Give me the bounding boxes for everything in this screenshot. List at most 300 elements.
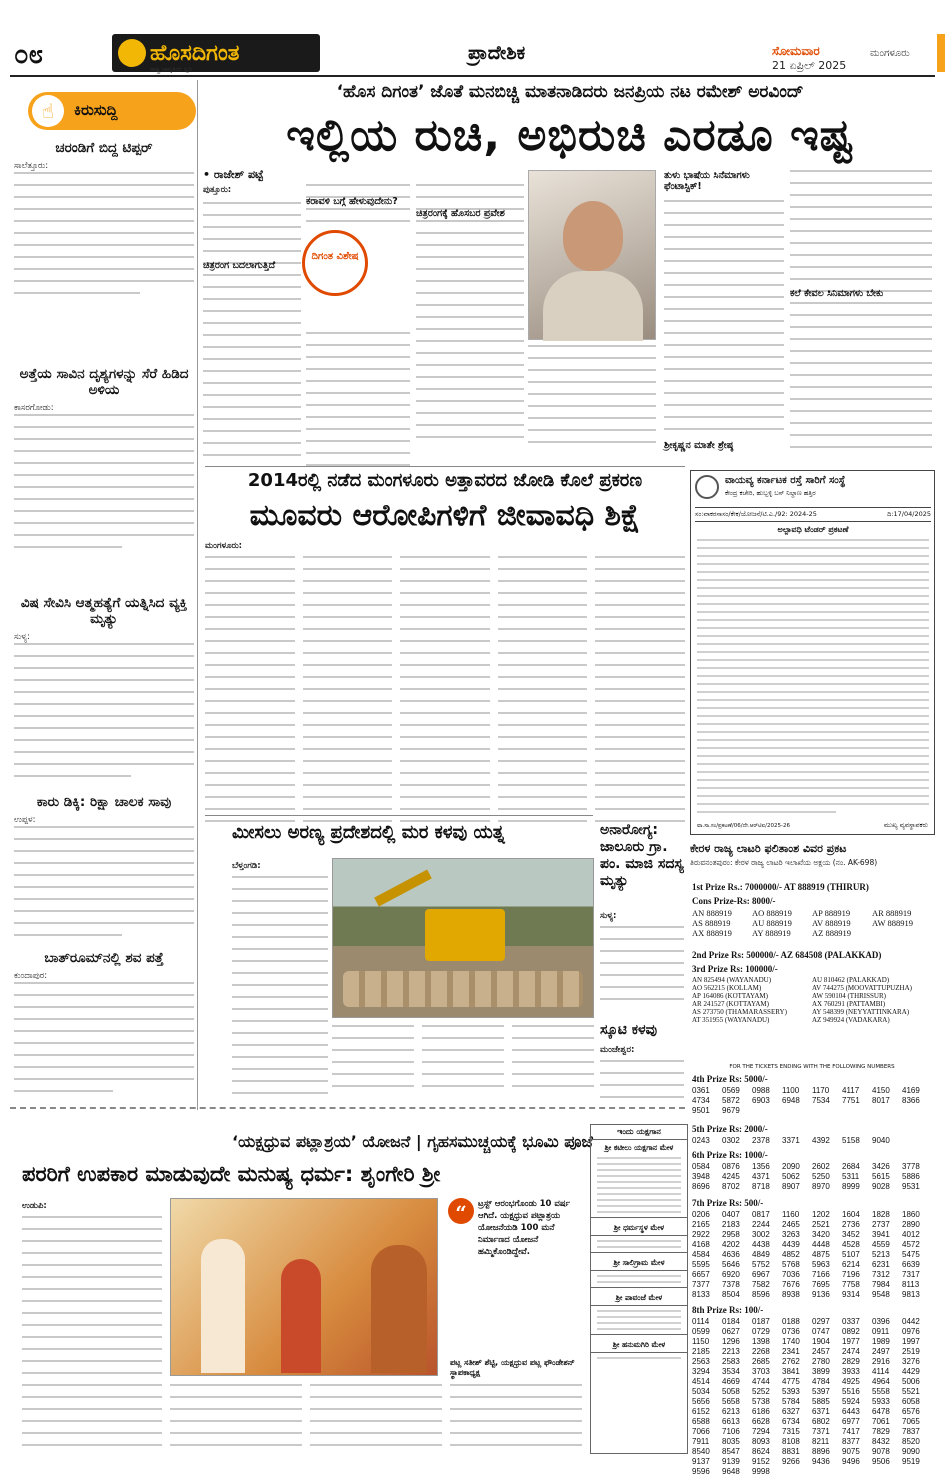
ticket-number: 0599 [692,1327,710,1336]
ticket-number: 3452 [842,1230,860,1239]
tender-ref-date: ದಿ:17/04/2025 [887,510,931,518]
ticket-number: 3534 [722,1367,740,1376]
ticket-number: 9548 [872,1290,890,1299]
ticket-number: 7036 [782,1270,800,1279]
fourth-prize-label: 4th Prize Rs: 5000/- [692,1074,768,1084]
cons-ticket: AZ 888919 [812,928,851,938]
ticket-number: 7106 [722,1427,740,1436]
brief-body [14,982,194,1092]
ticket-number: 6734 [782,1417,800,1426]
ticket-number: 5107 [842,1250,860,1259]
troupe-name: ಶ್ರೀ ಕಟೀಲು ಯಕ್ಷಗಾನ ಮೇಳ [604,1143,674,1152]
ticket-number: 7417 [842,1427,860,1436]
tender-body [697,539,929,819]
newspaper-logo [112,34,320,72]
ticket-number: 8896 [812,1447,830,1456]
ticket-number: 4925 [842,1377,860,1386]
ticket-number: 5752 [752,1260,770,1269]
lead-subhead: ಕಲೆ ಕೇವಲ ಸಿನಿಮಾಗಳು ಬೇಕು [790,288,884,299]
ticket-number: 0302 [722,1136,740,1145]
bottom-kicker: ‘ಯಕ್ಷಧ್ರುವ ಪಟ್ಲಾಶ್ರಯ’ ಯೋಜನೆ | ಗೃಹಸಮುಚ್ಚಯಕ್ಕೆ ಭೂಮಿ ಪೂಜೆ [232,1132,593,1151]
ticket-number: 7911 [692,1437,710,1446]
ticket-number: 2378 [752,1136,770,1145]
ticket-number: 2737 [872,1220,890,1229]
tender-office: ವಾಯವ್ಯ ಕರ್ನಾಟಕ ರಸ್ತೆ ಸಾರಿಗೆ ಸಂಸ್ಥೆ [725,475,846,486]
lead-subhead: ಚಿತ್ರರಂಗ ಬದಲಾಗುತ್ತಿದೆ [203,260,276,271]
ticket-number: 7312 [872,1270,890,1279]
ticket-number: 2922 [692,1230,710,1239]
ticket-number: 0396 [872,1317,890,1326]
troupe-name: ಶ್ರೀ ಹನುಮಗಿರಿ ಮೇಳ [612,1340,666,1349]
ticket-number: 0184 [722,1317,740,1326]
lead-headline: ಇಲ್ಲಿಯ ರುಚಿ, ಅಭಿರುಚಿ ಎರಡೂ ಇಷ್ಟ [286,110,854,161]
scooty-body [600,1044,684,1108]
masthead [0,0,945,80]
third-prize-label: 3rd Prize Rs: 100000/- [692,964,778,974]
ticket-number: 2521 [812,1220,830,1229]
ticket-number: 5516 [842,1387,860,1396]
scooty-headline: ಸ್ಕೂಟಿ ಕಳವು [600,1022,658,1038]
sixth-prize-numbers [692,1162,932,1191]
ticket-number: 1398 [752,1337,770,1346]
pointing-hand-icon: ☝ [32,95,64,127]
listing-header: ಇಂದು ಯಕ್ಷಗಾನ [591,1125,687,1140]
case-body [205,540,685,832]
tender-address: ಕೇಂದ್ರ ಕಚೇರಿ, ಹುಬ್ಬಳ್ಳಿ ಬಸ್ ನಿಲ್ದಾಣ ಹತ್ತಿರ [725,489,816,497]
ticket-number: 9137 [692,1457,710,1466]
ticket-number: 4202 [722,1240,740,1249]
ticket-number: 9501 [692,1106,710,1115]
ticket-number: 6628 [752,1417,770,1426]
ticket-number: 9028 [872,1182,890,1191]
briefs-badge-label: ಕಿರುಸುದ್ದಿ [74,101,118,119]
ticket-number: 8938 [782,1290,800,1299]
ticket-number: 6639 [902,1260,920,1269]
ticket-number: 4584 [692,1250,710,1259]
ticket-number: 0584 [692,1162,710,1171]
ticket-number: 2916 [872,1357,890,1366]
ticket-number: 8596 [752,1290,770,1299]
ticket-number: 2762 [782,1357,800,1366]
ticket-number: 3841 [782,1367,800,1376]
ticket-number: 8017 [872,1096,890,1105]
ticket-number: 2244 [752,1220,770,1229]
case-dateline: ಮಂಗಳೂರು: [205,541,243,551]
ticket-number: 5006 [902,1377,920,1386]
fifth-prize-numbers [692,1136,932,1145]
ticket-number: 2185 [692,1347,710,1356]
brief-dateline: ಸುಳ್ಯ: [14,632,30,642]
fifth-prize-label: 5th Prize Rs: 2000/- [692,1124,768,1134]
quote-box [446,1196,582,1376]
ticket-number: 6657 [692,1270,710,1279]
brief-item [14,366,194,558]
ticket-number: 5886 [902,1172,920,1181]
ticket-number: 2780 [812,1357,830,1366]
ticket-number: 9436 [812,1457,830,1466]
ticket-number: 5924 [842,1397,860,1406]
third-ticket: AP 164086 (KOTTAYAM) [692,992,768,1000]
ticket-number: 5885 [812,1397,830,1406]
bottom-body [22,1200,162,1456]
ticket-number: 4852 [782,1250,800,1259]
ticket-number: 4528 [842,1240,860,1249]
section-title: ಪ್ರಾದೇಶಿಕ [468,42,526,64]
briefs-column-lower [10,790,198,1110]
forest-body-lower [332,1025,594,1097]
ticket-number: 8696 [692,1182,710,1191]
ticket-number: 1997 [902,1337,920,1346]
ticket-number: 3778 [902,1162,920,1171]
ticket-number: 5768 [782,1260,800,1269]
brief-item [14,595,194,787]
lead-column [528,345,656,453]
health-dateline: ಸುಳ್ಯ: [600,911,617,921]
ticket-number: 7317 [902,1270,920,1279]
cons-ticket: AW 888919 [872,918,913,928]
tender-title: ಅಲ್ಪಾವಧಿ ಟೆಂಡರ್ ಪ್ರಕಟಣೆ [777,525,849,534]
ticket-number: 8624 [752,1447,770,1456]
ticket-number: 6588 [692,1417,710,1426]
cons-ticket: AY 888919 [752,928,791,938]
ticket-number: 7166 [812,1270,830,1279]
ticket-number: 4392 [812,1136,830,1145]
ticket-number: 2829 [842,1357,860,1366]
ticket-number: 4559 [872,1240,890,1249]
ticket-number: 8113 [902,1280,920,1289]
ticket-number: 9139 [722,1457,740,1466]
brief-body [14,826,194,936]
actor-photo [528,170,656,340]
lead-subhead: ಶ್ರೀಕೃಷ್ಣನ ಮಾತೇ ಶ್ರೇಷ್ಠ [664,440,734,451]
ticket-number: 7751 [842,1096,860,1105]
cons-ticket: AP 888919 [812,908,851,918]
logo-text: ಹೊಸದಿಗಂತ [150,40,240,66]
tender-ref-no: ಸಂ:ವಾಕರಸಾಸಂ/ಕೇಕ/ಯೋಜನೆ/ಟಿ.ಎ./92: 2024-25 [695,510,817,518]
forest-dateline: ಬೆಳ್ತಂಗಡಿ: [232,861,261,871]
lottery-note: FOR THE TICKETS ENDING WITH THE FOLLOWING NUMBERS [729,1064,895,1070]
lead-column [664,200,784,440]
ticket-number: 3703 [752,1367,770,1376]
ticket-number: 5615 [872,1172,890,1181]
ticket-number: 2268 [752,1347,770,1356]
ticket-number: 0817 [752,1210,770,1219]
ticket-number: 9648 [722,1467,740,1476]
ticket-number: 2465 [782,1220,800,1229]
briefs-badge [28,92,196,130]
ticket-number: 4849 [752,1250,770,1259]
quote-icon: “ [448,1198,474,1224]
third-ticket: AR 241527 (KOTTAYAM) [692,1000,769,1008]
health-body [600,910,684,1010]
ticket-number: 6231 [872,1260,890,1269]
bottom-body-lower [170,1384,582,1456]
brief-dateline: ಉಪ್ಪಳ: [14,815,36,825]
quote-author: ಪಟ್ಲ ಸತೀಶ್ ಶೆಟ್ಟಿ, ಯಕ್ಷಧ್ರುವ ಪಟ್ಲ ಫೌಂಡೇಶನ್ ಸ್ಥಾಪಕಾಧ್ಯಕ್ಷ [450,1358,575,1377]
cons-ticket: AX 888919 [692,928,732,938]
ticket-number: 9679 [722,1106,740,1115]
scooty-dateline: ಮಂಜೇಶ್ವರ: [600,1045,635,1055]
ticket-number: 9152 [752,1457,770,1466]
ticket-number: 2685 [752,1357,770,1366]
briefs-column [10,80,198,790]
ticket-number: 0407 [722,1210,740,1219]
first-prize: 1st Prize Rs.: 7000000/- AT 888919 (THIRUR) [692,882,869,892]
ticket-number: 3948 [692,1172,710,1181]
tender-signature: ಮುಖ್ಯ ವ್ಯವಸ್ಥಾಪಕರು [883,821,928,829]
ticket-number: 9813 [902,1290,920,1299]
ticket-number: 7315 [782,1427,800,1436]
ticket-number: 2497 [872,1347,890,1356]
ticket-number: 8108 [782,1437,800,1446]
ticket-number: 2602 [812,1162,830,1171]
ticket-number: 0114 [692,1317,710,1326]
ticket-number: 3426 [872,1162,890,1171]
edge-bar [937,34,945,72]
ticket-number: 3941 [872,1230,890,1239]
masthead-rule [10,75,935,77]
brief-headline: ಅತ್ತೆಯ ಸಾವಿನ ದೃಶ್ಯಗಳನ್ನು ಸೆರೆ ಹಿಡಿದ ಅಳಿಯ [19,366,189,398]
third-ticket: AO 562215 (KOLLAM) [692,984,762,992]
ticket-number: 8907 [782,1182,800,1191]
ticket-number: 5397 [812,1387,830,1396]
ticket-number: 5933 [872,1397,890,1406]
ticket-number: 4775 [782,1377,800,1386]
ticket-number: 7984 [872,1280,890,1289]
cons-ticket: AR 888919 [872,908,912,918]
section-divider [10,1107,685,1109]
ticket-number: 6327 [782,1407,800,1416]
fourth-prize-numbers [692,1086,932,1115]
lead-column [790,170,932,458]
ticket-number: 5558 [872,1387,890,1396]
third-ticket: AS 273750 (THAMARASSERY) [692,1008,787,1016]
ticket-number: 7676 [782,1280,800,1289]
ticket-number: 2958 [722,1230,740,1239]
lead-dateline: ಪುತ್ತೂರು: [203,185,232,195]
brief-headline: ಬಾತ್‌ರೂಮ್‌ನಲ್ಲಿ ಶವ ಪತ್ತೆ [44,950,164,966]
forest-headline: ಮೀಸಲು ಅರಣ್ಯ ಪ್ರದೇಶದಲ್ಲಿ ಮರ ಕಳವು ಯತ್ನ [232,822,505,843]
ticket-number: 4168 [692,1240,710,1249]
ticket-number: 1860 [902,1210,920,1219]
ticket-number: 2165 [692,1220,710,1229]
ticket-number: 1100 [782,1086,800,1095]
brief-item [14,140,194,304]
lead-kicker: ‘ಹೊಸ ದಿಗಂತ’ ಜೊತೆ ಮನಬಿಚ್ಚಿ ಮಾತನಾಡಿದರು ಜನಪ್ರಿಯ ನಟ ರಮೇಶ್ ಅರವಿಂದ್ [336,82,804,102]
ticket-number: 8377 [842,1437,860,1446]
ticket-number: 1356 [752,1162,770,1171]
ticket-number: 1977 [842,1337,860,1346]
ticket-number: 7829 [872,1427,890,1436]
bottom-dateline: ಉಡುಪಿ: [22,1201,47,1211]
ticket-number: 2183 [722,1220,740,1229]
third-ticket: AV 744275 (MOOVATTUPUZHA) [812,984,912,992]
ticket-number: 5646 [722,1260,740,1269]
ticket-number: 4371 [752,1172,770,1181]
ticket-number: 0988 [752,1086,770,1095]
cons-prize-label: Cons Prize-Rs: 8000/- [692,896,776,906]
lead-column [416,184,524,448]
tender-ddp: ವಾ.ಸಾ.ಸಂ/ಪ್ರಕಟಣೆ/06/ದೇ.ಆರ್‌ಟಿಐ/2025-26 [697,823,790,829]
ticket-number: 8540 [692,1447,710,1456]
ticket-number: 0976 [902,1327,920,1336]
ticket-number: 4784 [812,1377,830,1386]
ticket-number: 0876 [722,1162,740,1171]
ticket-number: 0569 [722,1086,740,1095]
health-headline: ಅನಾರೋಗ್ಯ: ಜಾಲೂರು ಗ್ರಾ. ಪಂ. ಮಾಜಿ ಸದಸ್ಯ ಮೃತ್ಯು [600,822,684,889]
ticket-number: 5656 [692,1397,710,1406]
ticket-number: 6371 [812,1407,830,1416]
eighth-prize-numbers [692,1317,932,1476]
eighth-prize-label: 8th Prize Rs: 100/- [692,1305,764,1315]
edition: ಮಂಗಳೂರು [870,48,910,59]
ticket-number: 1904 [812,1337,830,1346]
ticket-number: 9314 [842,1290,860,1299]
ticket-number: 5250 [812,1172,830,1181]
ticket-number: 9266 [782,1457,800,1466]
ticket-number: 4875 [812,1250,830,1259]
ticket-number: 7695 [812,1280,830,1289]
ticket-number: 8831 [782,1447,800,1456]
ticket-number: 2684 [842,1162,860,1171]
ticket-number: 5058 [722,1387,740,1396]
ticket-number: 4439 [782,1240,800,1249]
ticket-number: 0188 [782,1317,800,1326]
ticket-number: 7294 [752,1427,770,1436]
ticket-number: 4150 [872,1086,890,1095]
troupe-name: ಶ್ರೀ ಧರ್ಮಸ್ಥಳ ಮೇಳ [613,1223,665,1232]
ticket-number: 3899 [812,1367,830,1376]
ticket-number: 5393 [782,1387,800,1396]
ticket-number: 7377 [692,1280,710,1289]
cons-ticket: AO 888919 [752,908,792,918]
ticket-number: 5475 [902,1250,920,1259]
ceremony-photo [170,1198,438,1376]
ticket-number: 0243 [692,1136,710,1145]
date: 21 ಏಪ್ರಿಲ್ 2025 [772,59,847,72]
brief-body [14,414,194,548]
logo-emblem-icon [118,39,146,67]
ticket-number: 2213 [722,1347,740,1356]
ticket-number: 6613 [722,1417,740,1426]
ticket-number: 2341 [782,1347,800,1356]
ticket-number: 3263 [782,1230,800,1239]
ticket-number: 5034 [692,1387,710,1396]
ticket-number: 9506 [872,1457,890,1466]
ticket-number: 7758 [842,1280,860,1289]
ticket-number: 3294 [692,1367,710,1376]
third-ticket: AT 351955 (WAYANADU) [692,1016,770,1024]
excavator-icon [425,909,505,961]
ticket-number: 0747 [812,1327,830,1336]
ticket-number: 4169 [902,1086,920,1095]
case-kicker: 2014ರಲ್ಲಿ ನಡೆದ ಮಂಗಳೂರು ಅತ್ತಾವರದ ಜೋಡಿ ಕೊಲೆ ಪ್ರಕರಣ [247,470,643,491]
ticket-number: 1202 [812,1210,830,1219]
ticket-number: 9998 [752,1467,770,1476]
ticket-number: 9090 [902,1447,920,1456]
lead-byline: • ರಾಜೇಶ್ ಪಟ್ಟೆ [203,168,264,181]
special-seal: ದಿಗಂತ ವಿಶೇಷ [302,230,368,296]
ticket-number: 0337 [842,1317,860,1326]
ticket-number: 8504 [722,1290,740,1299]
ticket-number: 8547 [722,1447,740,1456]
ticket-number: 6213 [722,1407,740,1416]
weekday: ಸೋಮವಾರ [772,44,820,58]
ticket-number: 3002 [752,1230,770,1239]
brief-headline: ವಿಷ ಸೇವಿಸಿ ಆತ್ಮಹತ್ಯೆಗೆ ಯತ್ನಿಸಿದ ವ್ಯಕ್ತಿ ಮೃತ್ಯು [20,595,188,627]
ticket-number: 2583 [722,1357,740,1366]
cons-prize-list [692,908,932,938]
logo-tagline: ರಾಷ್ಟ್ರ ಜಾಗೃತಿಯ ಧ್ವನಿ [150,66,193,73]
ticket-number: 2563 [692,1357,710,1366]
ticket-number: 0361 [692,1086,710,1095]
ticket-number: 4448 [812,1240,830,1249]
ticket-number: 8366 [902,1096,920,1105]
ticket-number: 5213 [872,1250,890,1259]
ticket-number: 9596 [692,1467,710,1476]
ticket-number: 4964 [872,1377,890,1386]
brief-item [14,794,194,946]
cons-ticket: AU 888919 [752,918,792,928]
ticket-number: 8520 [902,1437,920,1446]
ticket-number: 4572 [902,1240,920,1249]
lead-subhead: ತುಳು ಭಾಷೆಯ ಸಿನೆಮಾಗಳು ಫೆಂಟಾಸ್ಟಿಕ್! [664,170,750,192]
ticket-number: 4114 [872,1367,890,1376]
ticket-number: 5158 [842,1136,860,1145]
lead-subhead: ಚಿತ್ರರಂಗಕ್ಕೆ ಹೊಸಬರ ಪ್ರವೇಶ [416,208,505,219]
ticket-number: 6948 [782,1096,800,1105]
third-ticket: AY 548399 (NEYYATTINKARA) [812,1008,910,1016]
ticket-number: 3276 [902,1357,920,1366]
ticket-number: 4669 [722,1377,740,1386]
ticket-number: 4734 [692,1096,710,1105]
lead-subhead: ಕರಾವಳಿ ಬಗ್ಗೆ ಹೇಳುವುದೇನು? [306,196,398,207]
brief-headline: ಕಾರು ಡಿಕ್ಕಿ: ರಿಕ್ಷಾ ಚಾಲಕ ಸಾವು [36,794,172,810]
ticket-number: 6920 [722,1270,740,1279]
lead-column [306,184,410,476]
ticket-number: 4514 [692,1377,710,1386]
ticket-number: 1296 [722,1337,740,1346]
ticket-number: 6443 [842,1407,860,1416]
ticket-number: 6058 [902,1397,920,1406]
tender-notice [690,470,935,835]
ticket-number: 8970 [812,1182,830,1191]
sixth-prize-label: 6th Prize Rs: 1000/- [692,1150,768,1160]
lottery-title: ಕೇರಳ ರಾಜ್ಯ ಲಾಟರಿ ಫಲಿತಾಂಶ ವಿವರ ಪ್ರಕಟ [690,842,847,855]
ticket-number: 8035 [722,1437,740,1446]
cons-ticket: AN 888919 [692,908,732,918]
ticket-number: 7582 [752,1280,770,1289]
ticket-number: 3933 [842,1367,860,1376]
quote-text: ಟ್ರಸ್ಟ್ ಆರಂಭಗೊಂಡು 10 ವರ್ಷ ಆಗಿದೆ. ಯಕ್ಷಧ್ರುವ ಪಟ್ಲಾಶ್ರಯ ಯೋಜನೆಯಡಿ 100 ಮನೆ ನಿರ್ಮಾಣದ ಯೋಜನೆ ಹಮ್ಮಿಕೊಂಡಿದ್ದೇವೆ. [478,1199,571,1257]
ticket-number: 5252 [752,1387,770,1396]
ticket-number: 4636 [722,1250,740,1259]
ticket-number: 7196 [842,1270,860,1279]
ticket-number: 1150 [692,1337,710,1346]
ticket-number: 6214 [842,1260,860,1269]
brief-body [14,643,194,777]
ticket-number: 8999 [842,1182,860,1191]
ticket-number: 6186 [752,1407,770,1416]
ticket-number: 5595 [692,1260,710,1269]
date-block [772,44,860,73]
third-ticket: AU 810462 (PALAKKAD) [812,976,890,984]
ticket-number: 3420 [812,1230,830,1239]
ticket-number: 0892 [842,1327,860,1336]
ticket-number: 5062 [782,1172,800,1181]
ticket-number: 9136 [812,1290,830,1299]
ticket-number: 0736 [782,1327,800,1336]
